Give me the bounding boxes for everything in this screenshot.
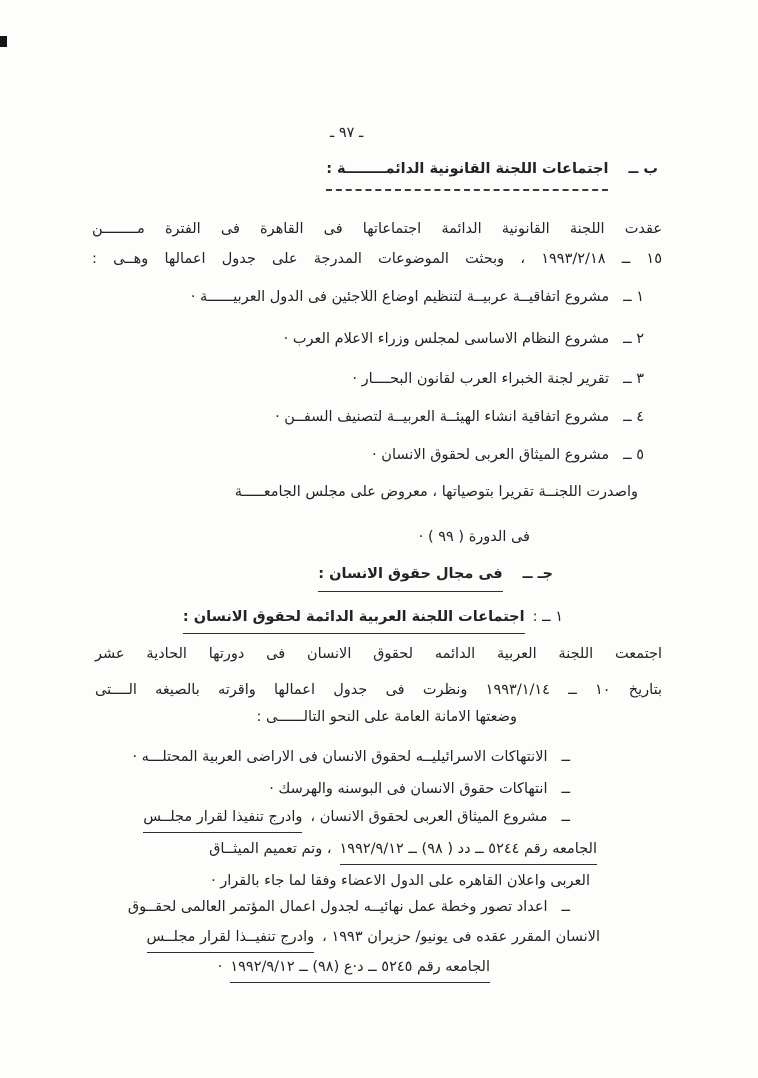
section-c-marker: جـ ــ [522, 566, 553, 582]
bullet-item [269, 778, 570, 800]
bullet-text: انتهاكات حقوق الانسان فى البوسنه والهرسك · [269, 781, 548, 797]
bullet-text [143, 806, 547, 833]
bullet-dash: ــ [561, 781, 570, 797]
section-c-intro-line-1: اجتمعت اللجنة العربية الدائمه لحقوق الانسان فى دورتها الحادية عشر [95, 646, 662, 662]
item-number: ٢ ــ [623, 331, 644, 347]
section-c-heading [318, 563, 553, 592]
section-b-closing-line-2: فى الدورة ( ٩٩ ) · [418, 529, 530, 545]
list-item [372, 444, 644, 466]
list-item [284, 328, 644, 350]
item-number: ١ ــ [623, 289, 644, 305]
bullet-continuation-line [147, 926, 600, 953]
bullet-text-underlined: الجامعه رقم ٥٢٤٥ ــ د·ع (٩٨) ــ ١٩٩٢/٩/١٢ [230, 956, 490, 983]
list-item [191, 286, 644, 308]
section-b-title: اجتماعات اللجنة القانونية الدائمــــــــة : [326, 158, 608, 191]
bullet-text-normal: مشروع الميثاق العربى لحقوق الانسان ، [310, 809, 548, 825]
bullet-dash: ــ [561, 899, 570, 915]
item-number: ٥ ــ [623, 447, 644, 463]
item-number: ٤ ــ [623, 409, 644, 425]
item-text: مشروع النظام الاساسى لمجلس وزراء الاعلام العرب · [283, 331, 610, 347]
bullet-text-underlined: وادرج تنفيذا لقرار مجلــس [143, 806, 302, 833]
list-item [352, 368, 644, 390]
section-b-closing-line-1: واصدرت اللجنــة تقريرا بتوصياتها ، معروض على مجلس الجامعـــــة [234, 484, 638, 500]
bullet-dash: ــ [561, 749, 570, 765]
item-text: مشروع اتفاقية انشاء الهيئــة العربيــة لتصنيف السفــن · [275, 409, 610, 425]
bullet-item [143, 806, 570, 833]
list-item [275, 406, 644, 428]
section-c-intro-line-2: بتاريخ ١٠ ــ ١٩٩٣/١/١٤ ونظرت فى جدول اعمالها واقرته بالصيغه الــــتى [95, 682, 662, 698]
bullet-item [128, 896, 570, 918]
section-c-intro-line-3: وضعتها الامانة العامة على النحو التالــــــى : [256, 709, 517, 725]
bullet-continuation-line [218, 956, 490, 983]
bullet-continuation-line: العربى واعلان القاهره على الدول الاعضاء وفقا لما جاء بالقرار · [211, 873, 590, 889]
section-b-heading [326, 158, 658, 191]
bullet-dash: ــ [561, 809, 570, 825]
section-b-intro-line-2: ١٥ ــ ١٩٩٣/٢/١٨ ، وبحثت الموضوعات المدرجة على جدول اعمالها وهــى : [92, 251, 662, 267]
item-text: مشروع اتفاقيــة عربيــة لتنظيم اوضاع اللاجئين فى الدول العربيــــــة · [190, 289, 610, 305]
page-number: ـ ٩٧ ـ [330, 125, 364, 141]
bullet-text: اعداد تصور وخطة عمل نهائيــه لجدول اعمال المؤتمر العالمى لحقــوق [127, 899, 548, 915]
section-c-subheading [183, 606, 563, 634]
bullet-text-normal: الانسان المقرر عقده فى يونيو/ حزيران ١٩٩٣ ، [322, 929, 600, 945]
bullet-text-underlined: وادرج تنفيــذا لقرار مجلــس [147, 926, 315, 953]
bullet-text-normal: · [217, 959, 223, 975]
scan-artifact-mark [0, 36, 7, 47]
bullet-item [132, 746, 570, 768]
bullet-text-normal: ، وتم تعميم الميثــاق [209, 841, 332, 857]
section-b-intro-line-1: عقدت اللجنة القانونية الدائمة اجتماعاتها فى القاهرة فى الفترة مــــــــن [92, 221, 662, 237]
section-c-title: فى مجال حقوق الانسان : [318, 563, 502, 592]
bullet-text: الانتهاكات الاسرائيليــه لحقوق الانسان فى الاراضى العربية المحتلـــه · [132, 749, 548, 765]
section-b-marker: ب ــ [628, 161, 658, 177]
section-c-subheading-number: ١ ــ : [532, 609, 563, 625]
section-c-subheading-title: اجتماعات اللجنة العربية الدائمة لحقوق الانسان : [183, 606, 525, 634]
bullet-continuation-line [209, 838, 597, 865]
item-text: تقرير لجنة الخبراء العرب لقانون البحــــار · [352, 371, 610, 387]
item-text: مشروع الميثاق العربى لحقوق الانسان · [372, 447, 610, 463]
item-number: ٣ ــ [623, 371, 644, 387]
bullet-text-underlined: الجامعه رقم ٥٢٤٤ ــ دد ( ٩٨) ــ ١٩٩٢/٩/١٢ [340, 838, 597, 865]
